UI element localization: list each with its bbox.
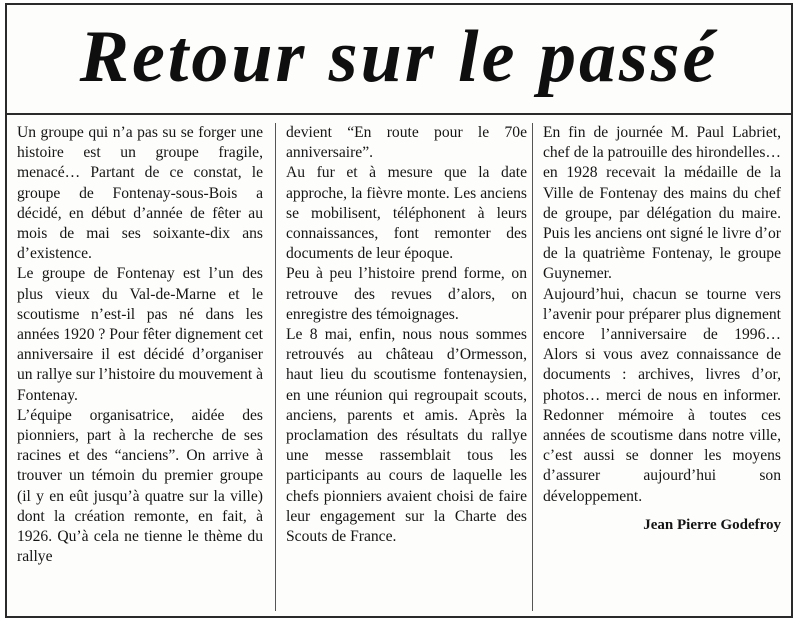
title-box — [5, 3, 793, 115]
article-column-1 — [17, 123, 263, 613]
paragraph: Le groupe de Fontenay est l’un des plus vieux du Val-de-Marne et le scoutisme n’est-il pas né dans les années 1920 ? Pour fêter dignement cet anniversaire il est décidé d’organiser un rallye sur l’histoire du mouvement à Fontenay. — [17, 265, 263, 404]
paragraph: L’équipe organisatrice, aidée des pionniers, part à la recherche de ses racines et des “anciens”. On arrive à trouver un témoin du premier groupe (il y en eût jusqu’à quatre sur la ville) dont la création remonte, en fait, à 1926. Qu’à cela ne tienne le thème du rallye — [17, 406, 263, 566]
article-column-3 — [543, 123, 781, 613]
column-divider — [532, 123, 533, 611]
paragraph: Un groupe qui n’a pas su se forger une histoire est un groupe fragile, menacé… Partant de ce constat, le groupe de Fontenay-sous-Bois a décidé, en début d’année de fêter au mois de mai ses soixante-dix ans d’existence. — [17, 124, 263, 263]
author-signature: Jean Pierre Godefroy — [643, 516, 781, 533]
paragraph: Le 8 mai, enfin, nous nous sommes retrouvés au château d’Ormesson, haut lieu du scoutisme fontenaysien, en une réunion qui regroupait scouts, anciens, parents et amis. Après la proclamation des résultats du rallye une messe rassemblait tous les participants au cours de laquelle les chefs pionniers avaient choisi de faire leur engagement sur la Charte des Scouts de France. — [286, 326, 527, 546]
column-divider — [275, 123, 276, 611]
article-title: Retour sur le passé — [79, 16, 719, 98]
paragraph: Au fur et à mesure que la date approche, la fièvre monte. Les anciens se mobilisent, téléphonent à leurs connaissances, font remonter des documents de leur époque. — [286, 164, 527, 263]
paragraph: En fin de journée M. Paul Labriet, chef de la patrouille des hirondelles… en 1928 recevait la médaille de la Ville de Fontenay des mains du chef de groupe, par délégation du maire. Puis les anciens ont signé le livre d’or de la quatrième Fontenay, le groupe Guynemer. — [543, 124, 781, 283]
article-column-2 — [286, 123, 527, 613]
paragraph: devient “En route pour le 70e anniversaire”. — [286, 124, 527, 162]
paragraph: Aujourd’hui, chacun se tourne vers l’avenir pour préparer plus dignement encore l’anniversaire de 1996… Alors si vous avez connaissance de documents : archives, livres d’or, photos… merci de nous en informer. Redonner mémoire à toutes ces années de scoutisme dans notre ville, c’est aussi se donner les moyens d’assurer aujourd’hui son développement. — [543, 285, 781, 505]
paragraph: Peu à peu l’histoire prend forme, on retrouve des revues d’alors, on enregistre des témoignages. — [286, 265, 527, 323]
